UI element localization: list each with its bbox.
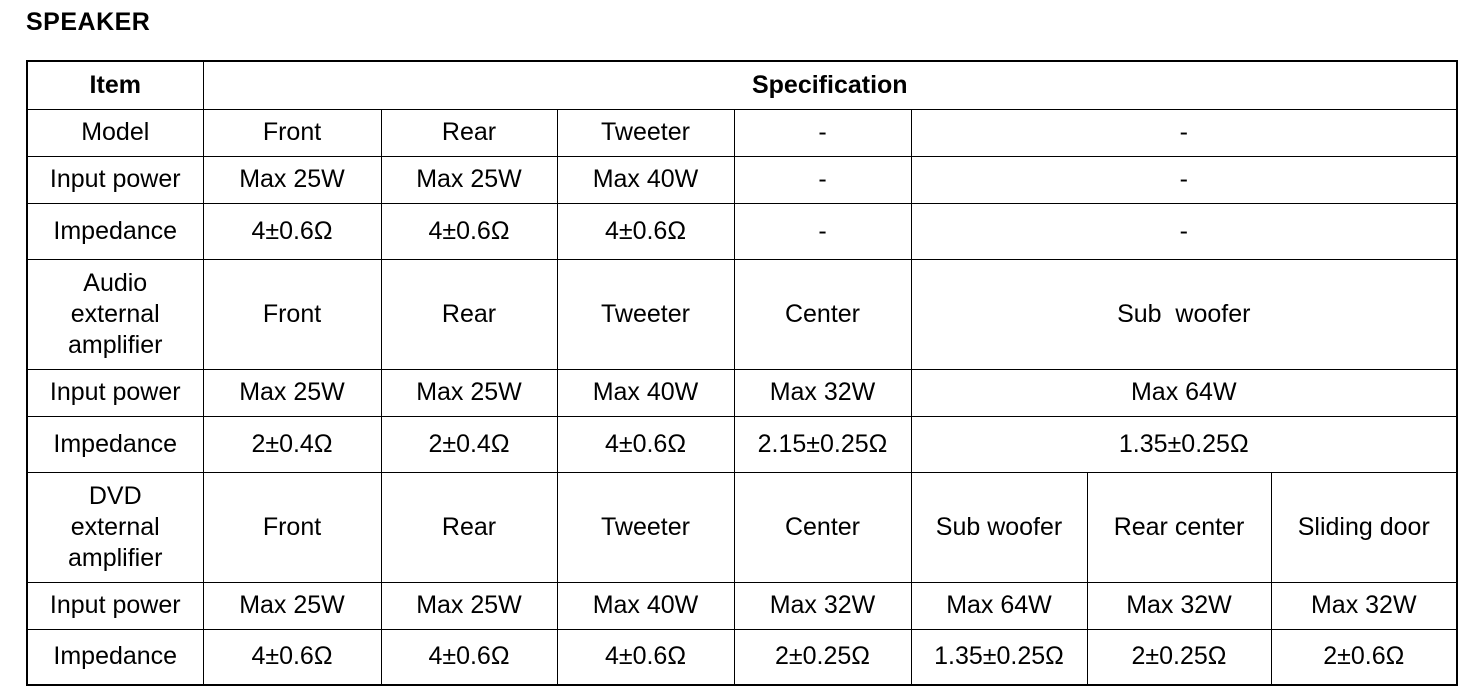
table-cell: 1.35±0.25Ω	[911, 416, 1457, 472]
table-cell: Max 25W	[381, 369, 557, 416]
table-cell: Rear	[381, 472, 557, 582]
table-cell: -	[734, 156, 911, 203]
table-cell: 4±0.6Ω	[381, 629, 557, 685]
header-specification: Specification	[203, 61, 1457, 109]
table-cell: Front	[203, 259, 381, 369]
header-item: Item	[27, 61, 203, 109]
section-title: SPEAKER	[26, 8, 151, 36]
table-cell: Rear center	[1087, 472, 1271, 582]
table-row	[27, 629, 1457, 685]
table-row	[27, 203, 1457, 259]
row-label: Impedance	[27, 416, 203, 472]
table-row	[27, 109, 1457, 156]
table-cell: Center	[734, 472, 911, 582]
table-cell: Sliding door	[1271, 472, 1457, 582]
table-cell: 2.15±0.25Ω	[734, 416, 911, 472]
table-cell: Rear	[381, 109, 557, 156]
table-cell: Max 40W	[557, 369, 734, 416]
table-cell: Rear	[381, 259, 557, 369]
table-cell: Max 40W	[557, 156, 734, 203]
table-cell: Max 25W	[203, 582, 381, 629]
table-cell: Max 32W	[734, 582, 911, 629]
table-cell: 2±0.6Ω	[1271, 629, 1457, 685]
row-label-dvd-amplifier	[27, 472, 203, 582]
row-label: Impedance	[27, 203, 203, 259]
row-label-line: external	[70, 512, 160, 541]
table-row	[27, 472, 1457, 582]
table-cell: Tweeter	[557, 259, 734, 369]
table-row	[27, 416, 1457, 472]
table-cell: -	[911, 203, 1457, 259]
table-cell: -	[734, 109, 911, 156]
row-label-line: Audio	[83, 268, 148, 297]
table-cell: 2±0.25Ω	[734, 629, 911, 685]
table-cell: -	[911, 109, 1457, 156]
table-cell: 4±0.6Ω	[381, 203, 557, 259]
table-cell: -	[734, 203, 911, 259]
table-cell: Max 25W	[381, 582, 557, 629]
table-cell: Front	[203, 472, 381, 582]
row-label: Impedance	[27, 629, 203, 685]
table-cell: 2±0.4Ω	[381, 416, 557, 472]
row-label-line: external	[70, 299, 160, 328]
table-cell: 4±0.6Ω	[557, 416, 734, 472]
table-row	[27, 369, 1457, 416]
header-row	[27, 61, 1457, 109]
table-cell: 2±0.4Ω	[203, 416, 381, 472]
speaker-spec-table	[26, 60, 1458, 686]
row-label: Model	[27, 109, 203, 156]
table-cell: 2±0.25Ω	[1087, 629, 1271, 685]
table-cell: 1.35±0.25Ω	[911, 629, 1087, 685]
table-cell: Tweeter	[557, 472, 734, 582]
row-label-line: amplifier	[68, 330, 163, 359]
table-cell: -	[911, 156, 1457, 203]
row-label: Input power	[27, 369, 203, 416]
table-cell: 4±0.6Ω	[557, 629, 734, 685]
table-row	[27, 582, 1457, 629]
table-cell: Sub woofer	[911, 472, 1087, 582]
table-cell: Max 25W	[203, 369, 381, 416]
table-cell: Sub woofer	[911, 259, 1457, 369]
table-cell: 4±0.6Ω	[557, 203, 734, 259]
table-row	[27, 259, 1457, 369]
table-row	[27, 156, 1457, 203]
table-cell: Front	[203, 109, 381, 156]
table-cell: 4±0.6Ω	[203, 629, 381, 685]
row-label-line: amplifier	[68, 543, 163, 572]
row-label-line: DVD	[88, 481, 142, 510]
table-cell: Max 25W	[381, 156, 557, 203]
table-cell: Max 25W	[203, 156, 381, 203]
table-cell: Max 32W	[734, 369, 911, 416]
row-label-audio-amplifier	[27, 259, 203, 369]
table-cell: Center	[734, 259, 911, 369]
table-cell: Max 40W	[557, 582, 734, 629]
table-cell: Max 32W	[1271, 582, 1457, 629]
row-label: Input power	[27, 156, 203, 203]
table-cell: Max 64W	[911, 582, 1087, 629]
table-cell: Max 64W	[911, 369, 1457, 416]
table-cell: 4±0.6Ω	[203, 203, 381, 259]
table-cell: Tweeter	[557, 109, 734, 156]
row-label: Input power	[27, 582, 203, 629]
table-cell: Max 32W	[1087, 582, 1271, 629]
